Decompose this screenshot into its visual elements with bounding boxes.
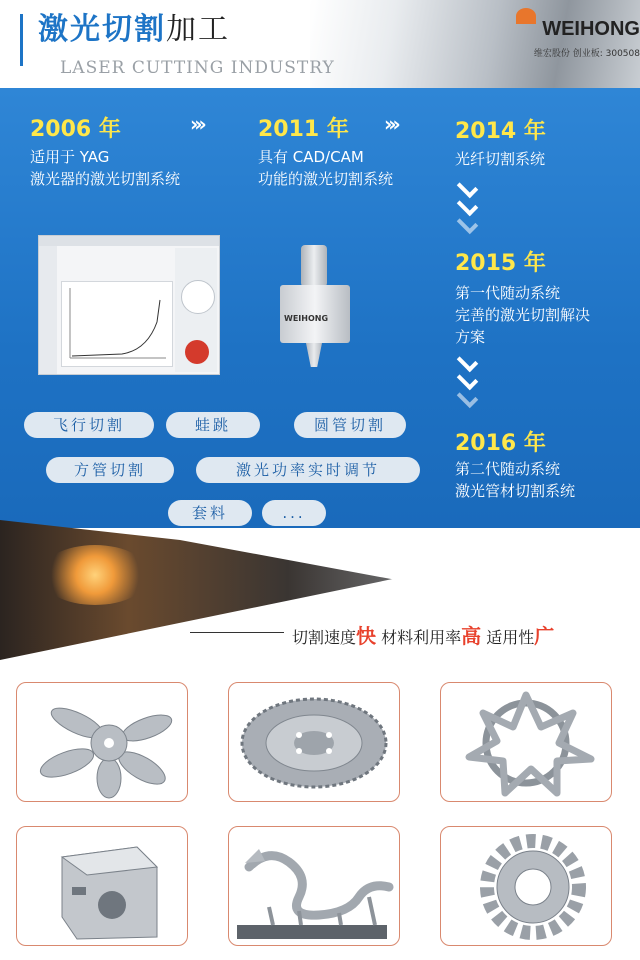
title-highlight: 激光切割	[38, 12, 166, 47]
chevron-down-icon	[452, 354, 482, 408]
product-card-dragon	[228, 826, 400, 946]
metal-sprocket-icon	[441, 827, 611, 945]
feature-round-tube-cut: 圆管切割	[294, 412, 406, 438]
product-card-bracket	[16, 826, 188, 946]
feature-more: ...	[262, 500, 326, 526]
laser-head-label: WEIHONG	[284, 314, 329, 323]
feature-square-tube-cut: 方管切割	[46, 457, 174, 483]
brand-stock-info: 维宏股份 创业板: 300508	[533, 49, 640, 59]
metal-flower-icon	[17, 683, 187, 801]
chevron-down-icon	[452, 180, 482, 234]
metal-bracket-icon	[17, 827, 187, 945]
software-screenshot	[38, 235, 220, 375]
timeline-desc-2014: 光纤切割系统	[455, 150, 546, 168]
product-card-gear-plate	[228, 682, 400, 802]
stop-button-icon	[185, 340, 209, 364]
tagline: 切割速度快 材料利用率高 适用性广	[292, 624, 555, 648]
feature-nesting: 套料	[168, 500, 252, 526]
timeline-year-2016: 2016 年	[455, 431, 546, 456]
title-rest: 加工	[166, 12, 230, 47]
metal-dragon-icon	[229, 827, 399, 945]
product-card-cross-emblem	[440, 682, 612, 802]
title-bracket	[20, 14, 37, 66]
brand-logo: WEIHONG	[542, 18, 640, 40]
app-curve-graph	[61, 281, 173, 367]
app-sidebar	[39, 246, 57, 374]
timeline-year-2015: 2015 年	[455, 251, 546, 276]
header-photo	[310, 0, 640, 88]
jog-dial-icon	[181, 280, 215, 314]
header	[0, 0, 640, 88]
metal-gear-plate-icon	[229, 683, 399, 801]
timeline-desc-2015: 第一代随动系统 完善的激光切割解决 方案	[455, 284, 591, 346]
timeline-desc-2006: 适用于 YAG 激光器的激光切割系统	[30, 148, 181, 188]
product-card-sprocket	[440, 826, 612, 946]
timeline-desc-2016: 第二代随动系统 激光管材切割系统	[455, 460, 576, 500]
feature-leapfrog: 蛙跳	[166, 412, 260, 438]
spark-glow	[40, 545, 150, 605]
feature-power-adjust: 激光功率实时调节	[196, 457, 420, 483]
feature-flying-cut: 飞行切割	[24, 412, 154, 438]
page-title	[38, 4, 230, 48]
timeline-year-2006: 2006 年	[30, 117, 121, 142]
laser-head-neck	[301, 245, 327, 287]
timeline-year-2014: 2014 年	[455, 119, 546, 144]
page-subtitle: LASER CUTTING INDUSTRY	[60, 58, 335, 78]
chevron-right-icon: ›››	[384, 112, 397, 136]
weihong-logo-icon	[516, 8, 536, 24]
chevron-right-icon: ›››	[190, 112, 203, 136]
timeline-desc-2011: 具有 CAD/CAM 功能的激光切割系统	[258, 148, 394, 188]
tagline-divider	[190, 632, 284, 633]
timeline-year-2011: 2011 年	[258, 117, 349, 142]
product-card-flower	[16, 682, 188, 802]
metal-cross-emblem-icon	[441, 683, 611, 801]
app-titlebar	[39, 236, 219, 246]
